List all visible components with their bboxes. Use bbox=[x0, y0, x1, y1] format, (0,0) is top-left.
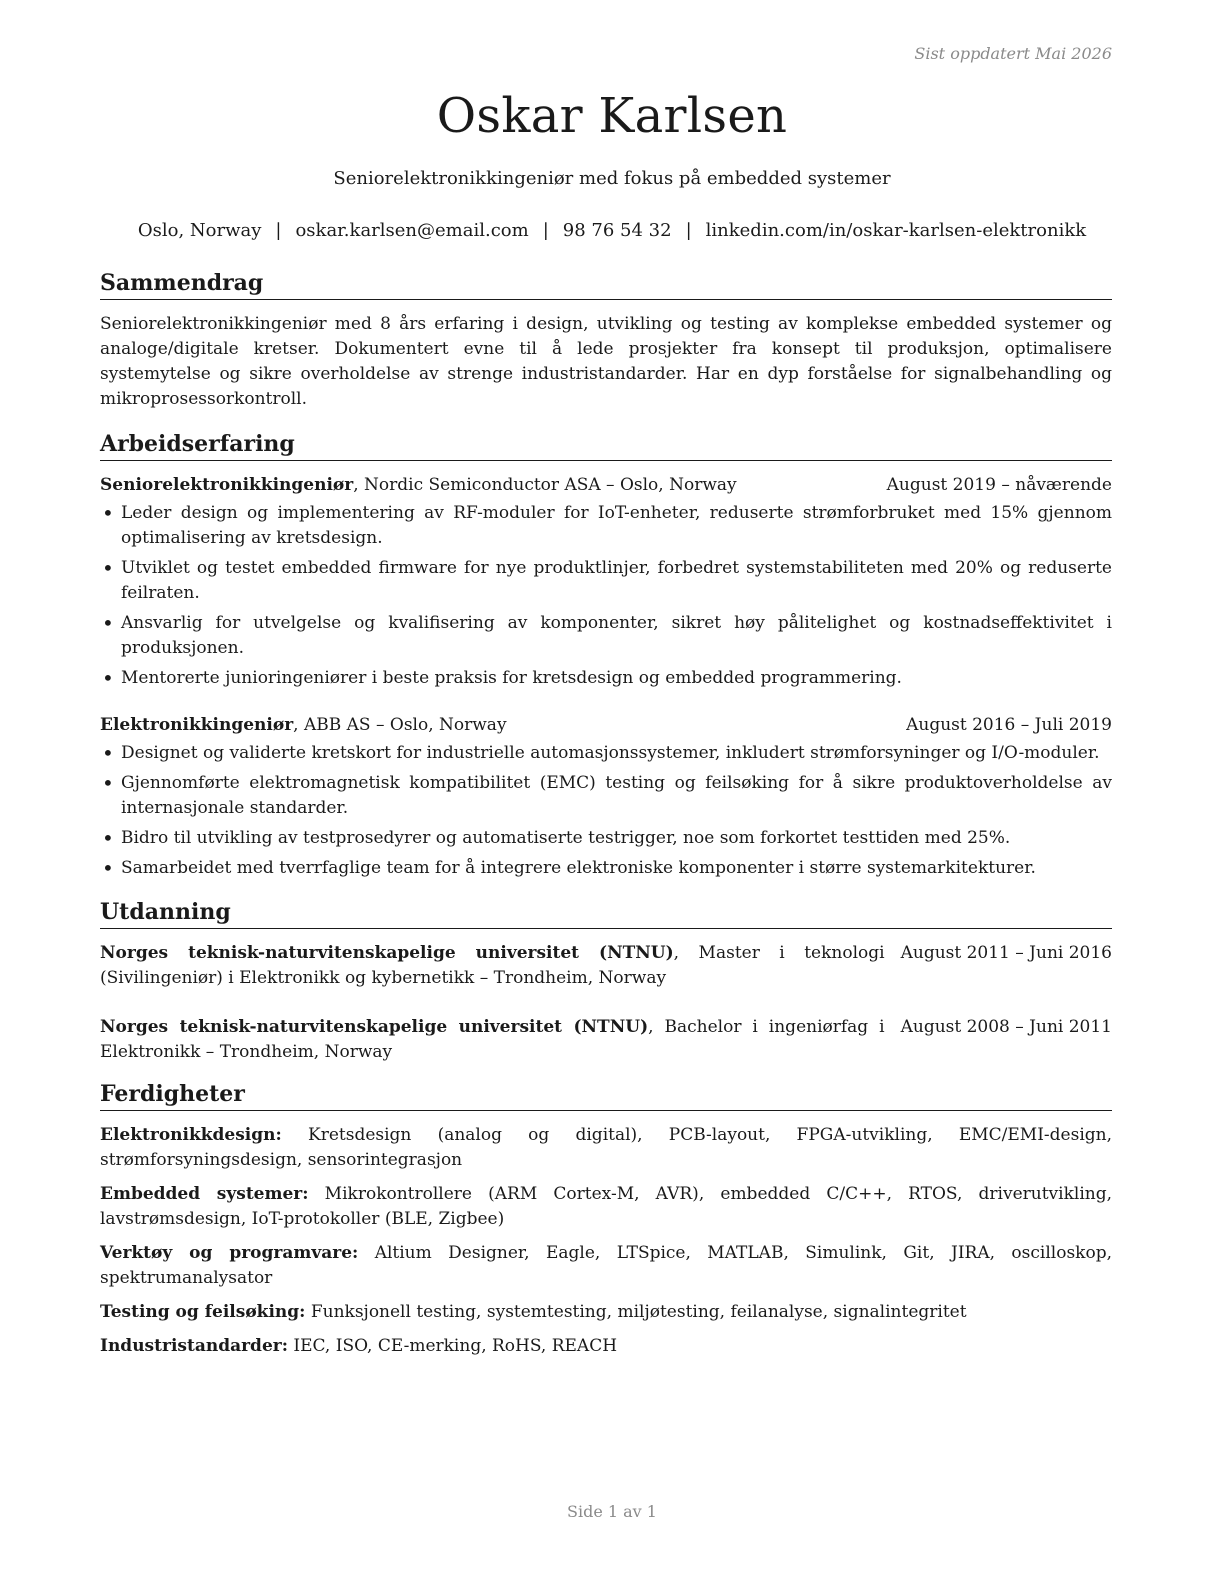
skill-label: Verktøy og programvare: bbox=[100, 1243, 359, 1263]
contact-separator: | bbox=[542, 220, 549, 241]
education-degree: , Bachelor i ingeniørfag i Elektronikk – Trondheim, Norway bbox=[100, 1017, 885, 1062]
education-school: Norges teknisk-naturvitenskapelige universitet (NTNU) bbox=[100, 943, 674, 963]
skill-row bbox=[100, 1334, 1112, 1359]
skill-text: Mikrokontrollere (ARM Cortex-M, AVR), embedded C/C++, RTOS, driverutvikling, lavstrømsdesign, IoT-protokoller (BLE, Zigbee) bbox=[100, 1184, 1112, 1229]
job-entry bbox=[100, 473, 1112, 691]
education-entry bbox=[100, 1015, 1112, 1065]
job-bullet: • Leder design og implementering av RF-moduler for IoT-enheter, reduserte strømforbruket med 15% gjennom optimalisering av kretsdesign. bbox=[100, 501, 1112, 551]
job-role: Seniorelektronikkingeniør bbox=[100, 475, 354, 495]
tagline: Seniorelektronikkingeniør med fokus på embedded systemer bbox=[333, 168, 891, 189]
skill-row bbox=[100, 1123, 1112, 1173]
skills-title: Ferdigheter bbox=[100, 1079, 1112, 1111]
job-bullet: • Mentorerte junioringeniører i beste praksis for kretsdesign og embedded programmering. bbox=[100, 666, 1112, 691]
job-dates: August 2019 – nåværende bbox=[886, 475, 1112, 495]
experience-title: Arbeidserfaring bbox=[100, 429, 1112, 461]
skill-row bbox=[100, 1300, 1112, 1325]
page-number: Side 1 av 1 bbox=[567, 1502, 657, 1521]
skill-label: Elektronikkdesign: bbox=[100, 1125, 282, 1145]
skill-row bbox=[100, 1182, 1112, 1232]
summary-title: Sammendrag bbox=[100, 268, 1112, 300]
contact-line bbox=[0, 220, 1224, 241]
skill-text: Funksjonell testing, systemtesting, miljøtesting, feilanalyse, signalintegritet bbox=[305, 1302, 967, 1322]
contact-separator: | bbox=[685, 220, 692, 241]
education-section bbox=[100, 897, 1112, 1065]
job-header bbox=[100, 713, 1112, 738]
job-bullet: • Designet og validerte kretskort for industrielle automasjonssystemer, inkludert strømforsyninger og I/O-moduler. bbox=[100, 741, 1112, 766]
job-dates: August 2016 – Juli 2019 bbox=[906, 715, 1112, 735]
skill-text: Altium Designer, Eagle, LTSpice, MATLAB, Simulink, Git, JIRA, oscilloskop, spektrumanalysator bbox=[100, 1243, 1112, 1288]
last-updated: Sist oppdatert Mai 2026 bbox=[914, 44, 1112, 63]
resume-content bbox=[100, 268, 1112, 1368]
summary-section bbox=[100, 268, 1112, 412]
job-org: , ABB AS – Oslo, Norway bbox=[293, 715, 507, 735]
job-role: Elektronikkingeniør bbox=[100, 715, 294, 735]
contact-phone: 98 76 54 32 bbox=[562, 220, 672, 241]
skill-label: Embedded systemer: bbox=[100, 1184, 309, 1204]
education-dates: August 2011 – Juni 2016 bbox=[900, 943, 1112, 963]
education-school: Norges teknisk-naturvitenskapelige universitet (NTNU) bbox=[100, 1017, 649, 1037]
experience-section bbox=[100, 429, 1112, 881]
skill-label: Industristandarder: bbox=[100, 1336, 288, 1356]
skill-row bbox=[100, 1241, 1112, 1291]
education-degree: , Master i teknologi (Sivilingeniør) i Elektronikk og kybernetikk – Trondheim, Norway bbox=[100, 943, 885, 988]
job-bullet: • Ansvarlig for utvelgelse og kvalifisering av komponenter, sikret høy pålitelighet og kostnadseffektivitet i produksjonen. bbox=[100, 611, 1112, 661]
job-bullets bbox=[100, 501, 1112, 691]
contact-email[interactable]: oskar.karlsen@email.com bbox=[295, 220, 529, 241]
summary-text: Seniorelektronikkingeniør med 8 års erfaring i design, utvikling og testing av komplekse embedded systemer og analoge/digitale kretser. Dokumentert evne til å lede prosjekter fra konsept til produksjon, optimalisere systemytelse og sikre overholdelse av strenge industristandarder. Har en dyp forståelse for signalbehandling og mikroprosessorkontroll. bbox=[100, 314, 1112, 409]
job-header bbox=[100, 473, 1112, 498]
skills-section bbox=[100, 1079, 1112, 1359]
skill-text: IEC, ISO, CE-merking, RoHS, REACH bbox=[288, 1336, 618, 1356]
skill-text: Kretsdesign (analog og digital), PCB-layout, FPGA-utvikling, EMC/EMI-design, strømforsyningsdesign, sensorintegrasjon bbox=[100, 1125, 1112, 1170]
person-name: Oskar Karlsen bbox=[436, 88, 788, 144]
job-bullets bbox=[100, 741, 1112, 881]
job-org: , Nordic Semiconductor ASA – Oslo, Norway bbox=[353, 475, 737, 495]
skill-label: Testing og feilsøking: bbox=[100, 1302, 306, 1322]
job-bullet: • Bidro til utvikling av testprosedyrer og automatiserte testrigger, noe som forkortet testtiden med 25%. bbox=[100, 826, 1112, 851]
contact-location: Oslo, Norway bbox=[137, 220, 262, 241]
contact-linkedin[interactable]: linkedin.com/in/oskar-karlsen-elektronikk bbox=[705, 220, 1087, 241]
job-bullet: • Samarbeidet med tverrfaglige team for å integrere elektroniske komponenter i større systemarkitekturer. bbox=[100, 856, 1112, 881]
job-entry bbox=[100, 713, 1112, 881]
job-bullet: • Gjennomførte elektromagnetisk kompatibilitet (EMC) testing og feilsøking for å sikre produktoverholdelse av internasjonale standarder. bbox=[100, 771, 1112, 821]
contact-separator: | bbox=[275, 220, 282, 241]
education-entry bbox=[100, 941, 1112, 991]
job-bullet: • Utviklet og testet embedded firmware for nye produktlinjer, forbedret systemstabiliteten med 20% og reduserte feilraten. bbox=[100, 556, 1112, 606]
education-title: Utdanning bbox=[100, 897, 1112, 929]
education-dates: August 2008 – Juni 2011 bbox=[900, 1017, 1112, 1037]
